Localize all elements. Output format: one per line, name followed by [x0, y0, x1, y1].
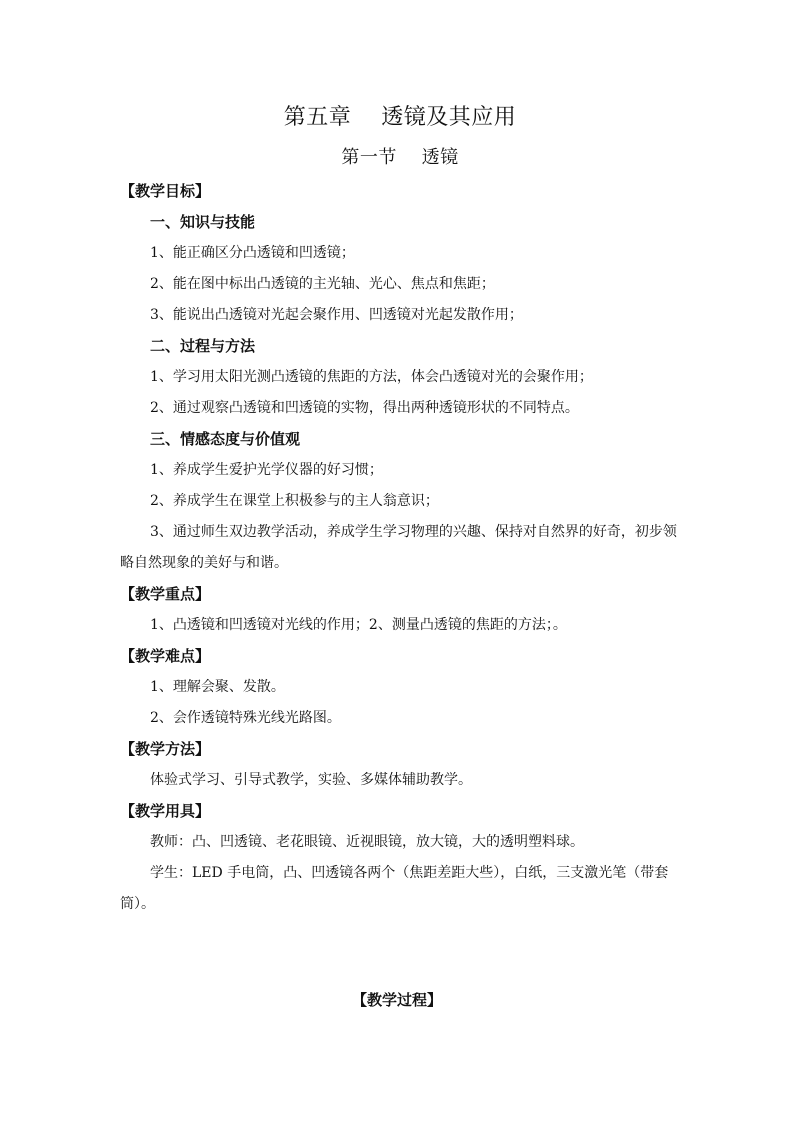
chapter-title: 第五章 透镜及其应用 [283, 105, 517, 130]
knowledge-header: 一、知识与技能 [150, 213, 256, 231]
knowledge-item: 2、能在图中标出凸透镜的主光轴、光心、焦点和焦距； [150, 276, 495, 292]
attitude-header: 三、情感态度与价值观 [150, 430, 301, 448]
key-points-header: 【教学重点】 [120, 585, 211, 603]
teaching-process-header: 【教学过程】 [351, 991, 442, 1009]
tools-student: 学生：LED 手电筒，凸、凹透镜各两个（焦距差距大些），白纸，三支激光笔（带套筒）。 [120, 865, 669, 912]
difficulty-item: 1、理解会聚、发散。 [150, 679, 285, 695]
attitude-item: 2、养成学生在课堂上积极参与的主人翁意识； [150, 493, 439, 509]
tools-header: 【教学用具】 [120, 802, 211, 820]
difficulties-header: 【教学难点】 [120, 647, 211, 665]
knowledge-item: 3、能说出凸透镜对光起会聚作用、凹透镜对光起发散作用； [150, 307, 523, 323]
process-method-item: 2、通过观察凸透镜和凹透镜的实物，得出两种透镜形状的不同特点。 [150, 400, 579, 416]
section-title: 第一节 透镜 [341, 147, 459, 168]
key-points-text: 1、凸透镜和凹透镜对光线的作用；2、测量凸透镜的焦距的方法；。 [150, 617, 567, 633]
process-method-header: 二、过程与方法 [150, 337, 256, 355]
knowledge-item: 1、能正确区分凸透镜和凹透镜； [150, 245, 355, 261]
methods-text: 体验式学习、引导式教学，实验、多媒体辅助教学。 [150, 772, 472, 788]
attitude-item: 1、养成学生爱护光学仪器的好习惯； [150, 462, 383, 478]
document-content [120, 102, 680, 920]
attitude-item: 3、通过师生双边教学活动，养成学生学习物理的兴趣、保持对自然界的好奇，初步领略自然现象的美好与和谐。 [120, 524, 677, 571]
difficulty-item: 2、会作透镜特殊光线光路图。 [150, 710, 341, 726]
objectives-header: 【教学目标】 [120, 182, 211, 200]
process-method-item: 1、学习用太阳光测凸透镜的焦距的方法，体会凸透镜对光的会聚作用； [150, 369, 593, 385]
methods-header: 【教学方法】 [120, 740, 211, 758]
tools-teacher: 教师：凸、凹透镜、老花眼镜、近视眼镜，放大镜，大的透明塑料球。 [150, 834, 584, 850]
